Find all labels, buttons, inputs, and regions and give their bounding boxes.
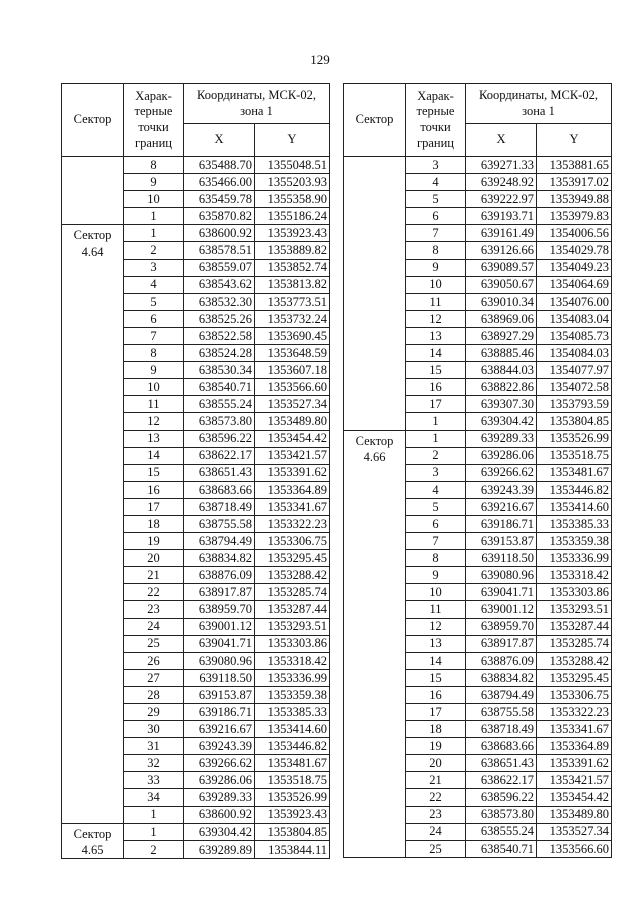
point-number-cell: 12 xyxy=(406,310,466,327)
y-coordinate-cell: 1353293.51 xyxy=(255,618,330,635)
point-number-cell: 1 xyxy=(124,225,184,242)
point-number-cell: 14 xyxy=(124,447,184,464)
sector-cell: Сектор 4.64 xyxy=(62,225,124,823)
x-coordinate-cell: 638532.30 xyxy=(184,293,255,310)
point-number-cell: 3 xyxy=(406,464,466,481)
x-coordinate-cell: 638622.17 xyxy=(184,447,255,464)
y-coordinate-cell: 1353489.80 xyxy=(255,413,330,430)
x-coordinate-cell: 639080.96 xyxy=(466,567,537,584)
x-coordinate-cell: 638969.06 xyxy=(466,310,537,327)
point-number-cell: 12 xyxy=(124,413,184,430)
y-coordinate-cell: 1353303.86 xyxy=(537,584,612,601)
y-coordinate-cell: 1353306.75 xyxy=(537,686,612,703)
y-coordinate-cell: 1354029.78 xyxy=(537,242,612,259)
point-number-cell: 17 xyxy=(124,498,184,515)
y-coordinate-cell: 1354006.56 xyxy=(537,225,612,242)
point-number-cell: 6 xyxy=(406,208,466,225)
point-number-cell: 17 xyxy=(406,704,466,721)
y-coordinate-cell: 1353489.80 xyxy=(537,806,612,823)
point-number-cell: 30 xyxy=(124,721,184,738)
point-number-cell: 2 xyxy=(124,841,184,859)
y-coordinate-cell: 1353732.24 xyxy=(255,310,330,327)
y-coordinate-cell: 1353391.62 xyxy=(537,755,612,772)
point-number-cell: 8 xyxy=(124,157,184,174)
x-coordinate-cell: 638596.22 xyxy=(184,430,255,447)
x-coordinate-cell: 638651.43 xyxy=(466,755,537,772)
x-coordinate-cell: 638573.80 xyxy=(466,806,537,823)
y-coordinate-cell: 1353446.82 xyxy=(537,481,612,498)
y-coordinate-cell: 1353527.34 xyxy=(537,823,612,840)
y-coordinate-cell: 1353481.67 xyxy=(537,464,612,481)
x-coordinate-cell: 639307.30 xyxy=(466,396,537,413)
x-coordinate-cell: 638683.66 xyxy=(466,738,537,755)
point-number-cell: 14 xyxy=(406,652,466,669)
coordinates-table-right xyxy=(343,83,612,858)
x-coordinate-cell: 638718.49 xyxy=(466,721,537,738)
x-coordinate-cell: 638927.29 xyxy=(466,327,537,344)
y-coordinate-cell: 1353690.45 xyxy=(255,327,330,344)
y-coordinate-cell: 1353322.23 xyxy=(537,704,612,721)
y-coordinate-cell: 1353454.42 xyxy=(255,430,330,447)
table-row xyxy=(344,430,612,447)
point-number-cell: 4 xyxy=(406,174,466,191)
y-coordinate-cell: 1355186.24 xyxy=(255,208,330,225)
point-number-cell: 18 xyxy=(124,515,184,532)
table-row xyxy=(62,823,330,841)
point-number-cell: 14 xyxy=(406,345,466,362)
point-number-cell: 20 xyxy=(406,755,466,772)
y-coordinate-cell: 1353318.42 xyxy=(255,652,330,669)
point-number-cell: 25 xyxy=(406,840,466,857)
point-number-cell: 31 xyxy=(124,738,184,755)
point-number-cell: 22 xyxy=(124,584,184,601)
point-number-cell: 19 xyxy=(406,738,466,755)
header-points: Харак-терные точки границ xyxy=(406,84,466,157)
y-coordinate-cell: 1353923.43 xyxy=(255,225,330,242)
point-number-cell: 19 xyxy=(124,533,184,550)
y-coordinate-cell: 1353917.02 xyxy=(537,174,612,191)
point-number-cell: 4 xyxy=(406,481,466,498)
x-coordinate-cell: 639248.92 xyxy=(466,174,537,191)
y-coordinate-cell: 1353979.83 xyxy=(537,208,612,225)
point-number-cell: 12 xyxy=(406,618,466,635)
y-coordinate-cell: 1353295.45 xyxy=(255,550,330,567)
point-number-cell: 13 xyxy=(406,635,466,652)
y-coordinate-cell: 1354084.03 xyxy=(537,345,612,362)
point-number-cell: 16 xyxy=(124,481,184,498)
x-coordinate-cell: 638844.03 xyxy=(466,362,537,379)
point-number-cell: 1 xyxy=(124,823,184,841)
y-coordinate-cell: 1353421.57 xyxy=(537,772,612,789)
x-coordinate-cell: 639289.89 xyxy=(184,841,255,859)
point-number-cell: 16 xyxy=(406,686,466,703)
y-coordinate-cell: 1353804.85 xyxy=(255,823,330,841)
x-coordinate-cell: 638834.82 xyxy=(184,550,255,567)
x-coordinate-cell: 639193.71 xyxy=(466,208,537,225)
y-coordinate-cell: 1353303.86 xyxy=(255,635,330,652)
y-coordinate-cell: 1355048.51 xyxy=(255,157,330,174)
y-coordinate-cell: 1353359.38 xyxy=(255,686,330,703)
point-number-cell: 29 xyxy=(124,704,184,721)
x-coordinate-cell: 638522.58 xyxy=(184,327,255,344)
y-coordinate-cell: 1353889.82 xyxy=(255,242,330,259)
y-coordinate-cell: 1353881.65 xyxy=(537,157,612,174)
x-coordinate-cell: 635466.00 xyxy=(184,174,255,191)
point-number-cell: 11 xyxy=(124,396,184,413)
x-coordinate-cell: 639243.39 xyxy=(184,738,255,755)
y-coordinate-cell: 1354064.69 xyxy=(537,276,612,293)
y-coordinate-cell: 1353359.38 xyxy=(537,533,612,550)
x-coordinate-cell: 639266.62 xyxy=(466,464,537,481)
point-number-cell: 11 xyxy=(406,601,466,618)
table-body-right xyxy=(344,157,612,858)
point-number-cell: 9 xyxy=(124,362,184,379)
x-coordinate-cell: 638959.70 xyxy=(466,618,537,635)
y-coordinate-cell: 1354072.58 xyxy=(537,379,612,396)
y-coordinate-cell: 1354077.97 xyxy=(537,362,612,379)
point-number-cell: 6 xyxy=(124,310,184,327)
x-coordinate-cell: 639001.12 xyxy=(466,601,537,618)
y-coordinate-cell: 1353526.99 xyxy=(255,789,330,806)
point-number-cell: 10 xyxy=(124,379,184,396)
y-coordinate-cell: 1353293.51 xyxy=(537,601,612,618)
y-coordinate-cell: 1353287.44 xyxy=(537,618,612,635)
point-number-cell: 20 xyxy=(124,550,184,567)
point-number-cell: 21 xyxy=(406,772,466,789)
point-number-cell: 22 xyxy=(406,789,466,806)
y-coordinate-cell: 1353414.60 xyxy=(255,721,330,738)
x-coordinate-cell: 638573.80 xyxy=(184,413,255,430)
point-number-cell: 13 xyxy=(406,327,466,344)
point-number-cell: 23 xyxy=(124,601,184,618)
header-y: Y xyxy=(255,124,330,157)
point-number-cell: 6 xyxy=(406,515,466,532)
point-number-cell: 28 xyxy=(124,686,184,703)
point-number-cell: 8 xyxy=(406,242,466,259)
x-coordinate-cell: 638622.17 xyxy=(466,772,537,789)
y-coordinate-cell: 1353481.67 xyxy=(255,755,330,772)
y-coordinate-cell: 1353336.99 xyxy=(537,550,612,567)
point-number-cell: 24 xyxy=(124,618,184,635)
point-number-cell: 1 xyxy=(124,806,184,823)
x-coordinate-cell: 638917.87 xyxy=(184,584,255,601)
y-coordinate-cell: 1353414.60 xyxy=(537,498,612,515)
x-coordinate-cell: 638600.92 xyxy=(184,225,255,242)
x-coordinate-cell: 639304.42 xyxy=(184,823,255,841)
x-coordinate-cell: 638596.22 xyxy=(466,789,537,806)
y-coordinate-cell: 1354083.04 xyxy=(537,310,612,327)
point-number-cell: 5 xyxy=(406,498,466,515)
point-number-cell: 32 xyxy=(124,755,184,772)
point-number-cell: 10 xyxy=(124,191,184,208)
header-x: X xyxy=(466,124,537,157)
y-coordinate-cell: 1353566.60 xyxy=(255,379,330,396)
y-coordinate-cell: 1353288.42 xyxy=(537,652,612,669)
point-number-cell: 33 xyxy=(124,772,184,789)
point-number-cell: 5 xyxy=(124,293,184,310)
table-row xyxy=(344,157,612,174)
x-coordinate-cell: 639216.67 xyxy=(184,721,255,738)
x-coordinate-cell: 639041.71 xyxy=(184,635,255,652)
y-coordinate-cell: 1353341.67 xyxy=(537,721,612,738)
sector-cell: Сектор 4.65 xyxy=(62,823,124,859)
y-coordinate-cell: 1353526.99 xyxy=(537,430,612,447)
y-coordinate-cell: 1353287.44 xyxy=(255,601,330,618)
x-coordinate-cell: 638600.92 xyxy=(184,806,255,823)
point-number-cell: 1 xyxy=(406,413,466,430)
y-coordinate-cell: 1353336.99 xyxy=(255,669,330,686)
y-coordinate-cell: 1353385.33 xyxy=(255,704,330,721)
point-number-cell: 27 xyxy=(124,669,184,686)
x-coordinate-cell: 639289.33 xyxy=(466,430,537,447)
x-coordinate-cell: 639243.39 xyxy=(466,481,537,498)
coordinates-table-left xyxy=(61,83,330,859)
x-coordinate-cell: 638578.51 xyxy=(184,242,255,259)
y-coordinate-cell: 1353804.85 xyxy=(537,413,612,430)
x-coordinate-cell: 635488.70 xyxy=(184,157,255,174)
x-coordinate-cell: 638755.58 xyxy=(184,515,255,532)
point-number-cell: 17 xyxy=(406,396,466,413)
header-sector: Сектор xyxy=(62,84,124,157)
point-number-cell: 2 xyxy=(406,447,466,464)
point-number-cell: 4 xyxy=(124,276,184,293)
sector-cell xyxy=(62,157,124,225)
header-points: Харак-терные точки границ xyxy=(124,84,184,157)
x-coordinate-cell: 639118.50 xyxy=(184,669,255,686)
y-coordinate-cell: 1355358.90 xyxy=(255,191,330,208)
sector-cell xyxy=(344,157,406,431)
x-coordinate-cell: 639286.06 xyxy=(184,772,255,789)
y-coordinate-cell: 1353518.75 xyxy=(537,447,612,464)
sector-cell: Сектор 4.66 xyxy=(344,430,406,857)
table-row xyxy=(62,225,330,242)
table-body-left xyxy=(62,157,330,859)
y-coordinate-cell: 1354085.73 xyxy=(537,327,612,344)
x-coordinate-cell: 638794.49 xyxy=(466,686,537,703)
x-coordinate-cell: 638885.46 xyxy=(466,345,537,362)
y-coordinate-cell: 1353852.74 xyxy=(255,259,330,276)
point-number-cell: 34 xyxy=(124,789,184,806)
x-coordinate-cell: 639001.12 xyxy=(184,618,255,635)
x-coordinate-cell: 639041.71 xyxy=(466,584,537,601)
y-coordinate-cell: 1353446.82 xyxy=(255,738,330,755)
x-coordinate-cell: 638555.24 xyxy=(184,396,255,413)
x-coordinate-cell: 639286.06 xyxy=(466,447,537,464)
y-coordinate-cell: 1353285.74 xyxy=(537,635,612,652)
x-coordinate-cell: 639010.34 xyxy=(466,293,537,310)
y-coordinate-cell: 1353527.34 xyxy=(255,396,330,413)
x-coordinate-cell: 639153.87 xyxy=(184,686,255,703)
point-number-cell: 26 xyxy=(124,652,184,669)
header-coords: Координаты, МСК-02, зона 1 xyxy=(466,84,612,124)
x-coordinate-cell: 639266.62 xyxy=(184,755,255,772)
x-coordinate-cell: 639186.71 xyxy=(466,515,537,532)
x-coordinate-cell: 638525.26 xyxy=(184,310,255,327)
y-coordinate-cell: 1353813.82 xyxy=(255,276,330,293)
y-coordinate-cell: 1353341.67 xyxy=(255,498,330,515)
point-number-cell: 15 xyxy=(406,362,466,379)
y-coordinate-cell: 1354049.23 xyxy=(537,259,612,276)
x-coordinate-cell: 638530.34 xyxy=(184,362,255,379)
point-number-cell: 16 xyxy=(406,379,466,396)
x-coordinate-cell: 638543.62 xyxy=(184,276,255,293)
x-coordinate-cell: 635459.78 xyxy=(184,191,255,208)
x-coordinate-cell: 638683.66 xyxy=(184,481,255,498)
x-coordinate-cell: 639153.87 xyxy=(466,533,537,550)
table-row xyxy=(62,157,330,174)
header-coords: Координаты, МСК-02, зона 1 xyxy=(184,84,330,124)
x-coordinate-cell: 635870.82 xyxy=(184,208,255,225)
x-coordinate-cell: 638876.09 xyxy=(184,567,255,584)
x-coordinate-cell: 638917.87 xyxy=(466,635,537,652)
x-coordinate-cell: 638540.71 xyxy=(184,379,255,396)
y-coordinate-cell: 1353949.88 xyxy=(537,191,612,208)
y-coordinate-cell: 1353385.33 xyxy=(537,515,612,532)
x-coordinate-cell: 639304.42 xyxy=(466,413,537,430)
header-sector: Сектор xyxy=(344,84,406,157)
point-number-cell: 25 xyxy=(124,635,184,652)
point-number-cell: 3 xyxy=(124,259,184,276)
point-number-cell: 7 xyxy=(406,225,466,242)
y-coordinate-cell: 1353648.59 xyxy=(255,345,330,362)
x-coordinate-cell: 638755.58 xyxy=(466,704,537,721)
point-number-cell: 24 xyxy=(406,823,466,840)
x-coordinate-cell: 639050.67 xyxy=(466,276,537,293)
x-coordinate-cell: 639271.33 xyxy=(466,157,537,174)
y-coordinate-cell: 1354076.00 xyxy=(537,293,612,310)
point-number-cell: 11 xyxy=(406,293,466,310)
y-coordinate-cell: 1355203.93 xyxy=(255,174,330,191)
header-x: X xyxy=(184,124,255,157)
point-number-cell: 3 xyxy=(406,157,466,174)
x-coordinate-cell: 639089.57 xyxy=(466,259,537,276)
x-coordinate-cell: 639080.96 xyxy=(184,652,255,669)
point-number-cell: 9 xyxy=(406,567,466,584)
point-number-cell: 8 xyxy=(406,550,466,567)
point-number-cell: 2 xyxy=(124,242,184,259)
point-number-cell: 15 xyxy=(124,464,184,481)
x-coordinate-cell: 638959.70 xyxy=(184,601,255,618)
point-number-cell: 13 xyxy=(124,430,184,447)
y-coordinate-cell: 1353607.18 xyxy=(255,362,330,379)
x-coordinate-cell: 638555.24 xyxy=(466,823,537,840)
point-number-cell: 8 xyxy=(124,345,184,362)
x-coordinate-cell: 638559.07 xyxy=(184,259,255,276)
y-coordinate-cell: 1353288.42 xyxy=(255,567,330,584)
y-coordinate-cell: 1353566.60 xyxy=(537,840,612,857)
x-coordinate-cell: 638524.28 xyxy=(184,345,255,362)
point-number-cell: 9 xyxy=(124,174,184,191)
y-coordinate-cell: 1353295.45 xyxy=(537,669,612,686)
point-number-cell: 5 xyxy=(406,191,466,208)
x-coordinate-cell: 639216.67 xyxy=(466,498,537,515)
y-coordinate-cell: 1353923.43 xyxy=(255,806,330,823)
x-coordinate-cell: 638794.49 xyxy=(184,533,255,550)
y-coordinate-cell: 1353322.23 xyxy=(255,515,330,532)
y-coordinate-cell: 1353364.89 xyxy=(255,481,330,498)
y-coordinate-cell: 1353518.75 xyxy=(255,772,330,789)
y-coordinate-cell: 1353391.62 xyxy=(255,464,330,481)
point-number-cell: 7 xyxy=(406,533,466,550)
point-number-cell: 7 xyxy=(124,327,184,344)
x-coordinate-cell: 638876.09 xyxy=(466,652,537,669)
point-number-cell: 21 xyxy=(124,567,184,584)
x-coordinate-cell: 639161.49 xyxy=(466,225,537,242)
x-coordinate-cell: 639289.33 xyxy=(184,789,255,806)
x-coordinate-cell: 639222.97 xyxy=(466,191,537,208)
x-coordinate-cell: 638822.86 xyxy=(466,379,537,396)
page-number: 129 xyxy=(310,52,330,67)
y-coordinate-cell: 1353285.74 xyxy=(255,584,330,601)
y-coordinate-cell: 1353793.59 xyxy=(537,396,612,413)
x-coordinate-cell: 638540.71 xyxy=(466,840,537,857)
point-number-cell: 1 xyxy=(406,430,466,447)
y-coordinate-cell: 1353421.57 xyxy=(255,447,330,464)
y-coordinate-cell: 1353454.42 xyxy=(537,789,612,806)
point-number-cell: 10 xyxy=(406,276,466,293)
x-coordinate-cell: 638834.82 xyxy=(466,669,537,686)
point-number-cell: 10 xyxy=(406,584,466,601)
x-coordinate-cell: 639126.66 xyxy=(466,242,537,259)
point-number-cell: 23 xyxy=(406,806,466,823)
x-coordinate-cell: 639118.50 xyxy=(466,550,537,567)
y-coordinate-cell: 1353773.51 xyxy=(255,293,330,310)
x-coordinate-cell: 638651.43 xyxy=(184,464,255,481)
point-number-cell: 1 xyxy=(124,208,184,225)
y-coordinate-cell: 1353844.11 xyxy=(255,841,330,859)
y-coordinate-cell: 1353364.89 xyxy=(537,738,612,755)
point-number-cell: 18 xyxy=(406,721,466,738)
x-coordinate-cell: 638718.49 xyxy=(184,498,255,515)
point-number-cell: 9 xyxy=(406,259,466,276)
header-y: Y xyxy=(537,124,612,157)
y-coordinate-cell: 1353306.75 xyxy=(255,533,330,550)
y-coordinate-cell: 1353318.42 xyxy=(537,567,612,584)
x-coordinate-cell: 639186.71 xyxy=(184,704,255,721)
point-number-cell: 15 xyxy=(406,669,466,686)
